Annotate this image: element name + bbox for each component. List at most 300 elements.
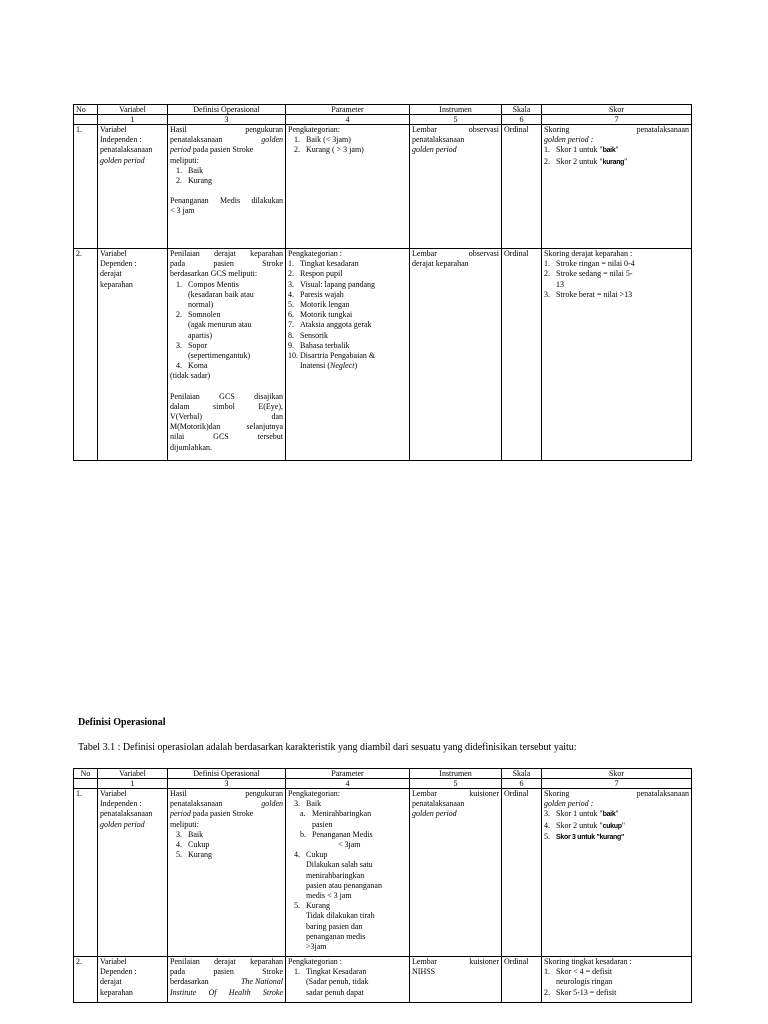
list-number: 5. (288, 300, 294, 310)
column-number: 6 (502, 779, 542, 789)
score-line: Skoring tingkat kesadaran : (544, 957, 632, 966)
list-text: Baik (306, 799, 322, 809)
definition-text: period (170, 809, 191, 819)
list-item (288, 280, 407, 290)
variable-line: Variabel (100, 249, 127, 258)
list-number: 4. (176, 840, 182, 850)
list-item (176, 331, 283, 341)
list-item (294, 799, 407, 809)
definition-text: golden (261, 135, 283, 145)
definition-text: The National (240, 977, 283, 987)
list-text: Bahasa terbalik (300, 340, 350, 350)
list-number: 8. (288, 330, 294, 340)
header-parameter: Parameter (286, 769, 410, 779)
instrument-line: Lembar observasi (412, 249, 499, 258)
table-header-row (74, 769, 692, 779)
list-number (176, 351, 188, 361)
list-text: Cukup (188, 840, 210, 850)
definition-text: berdasarkan (170, 977, 209, 987)
parameter-cell (286, 249, 410, 461)
definition-cell (168, 125, 286, 249)
list-text (556, 821, 689, 832)
score-list (544, 145, 689, 167)
list-item (288, 320, 407, 330)
list-item (176, 320, 283, 330)
list-number (544, 280, 556, 290)
parameter-list (288, 135, 407, 155)
parameter-list (288, 967, 407, 998)
list-number: 3. (176, 829, 182, 839)
list-item (544, 832, 689, 843)
list-text: 13 (556, 279, 564, 289)
list-text (306, 967, 407, 998)
list-number: 4. (294, 850, 300, 860)
definition-list (170, 830, 283, 861)
instrument-line: Lembar kuisioner (412, 957, 499, 966)
list-text-line: sadar penuh dapat (306, 987, 364, 997)
scale-cell: Ordinal (502, 789, 542, 957)
list-text-part: " (615, 145, 619, 155)
column-number: 1 (98, 115, 168, 125)
column-number: 3 (168, 115, 286, 125)
score-list (544, 967, 689, 998)
list-text: Sensorik (300, 330, 328, 340)
header-parameter: Parameter (286, 105, 410, 115)
row-number: 2. (74, 957, 98, 1003)
list-item (544, 988, 689, 998)
list-number: 5. (176, 850, 182, 860)
list-text: Compos Mentis (188, 279, 239, 289)
score-cell (542, 249, 692, 461)
list-number: 1. (176, 279, 182, 289)
list-text-part: kurang (602, 158, 625, 166)
instrument-cell (410, 125, 502, 249)
header-no: No (74, 105, 98, 115)
variable-line: keparahan (100, 279, 133, 289)
operational-definition-table-2 (73, 768, 692, 1003)
list-item (294, 145, 407, 155)
list-text (312, 830, 407, 850)
list-item (544, 809, 689, 820)
list-item (176, 176, 283, 186)
list-text (306, 901, 407, 952)
list-number: 1. (544, 967, 550, 977)
list-text: Skor 5-13 = defisit (556, 987, 617, 997)
list-item (176, 310, 283, 320)
variable-line: penatalaksanaan (100, 809, 153, 819)
variable-cell (98, 125, 168, 249)
list-item (288, 341, 407, 351)
list-text: Disartria Pengabaian & (300, 351, 376, 361)
list-text-part: " (621, 820, 625, 830)
scale-cell: Ordinal (502, 957, 542, 1003)
header-instrumen: Instrumen (410, 769, 502, 779)
column-number: 6 (502, 115, 542, 125)
list-text-line: Kurang (306, 901, 330, 911)
column-number: 5 (410, 779, 502, 789)
variable-line: Dependen : (100, 259, 137, 269)
definition-list (170, 280, 283, 372)
list-letter: b. (300, 829, 306, 839)
list-text-line: penanganan medis (306, 931, 366, 941)
list-text-line: Tingkat Kesadaran (306, 967, 367, 977)
parameter-list (288, 799, 407, 809)
list-text (556, 157, 689, 168)
list-item (294, 967, 407, 998)
definition-text: pada pasien Stroke (192, 809, 254, 819)
list-letter: a. (300, 809, 306, 819)
definition-text: pada pasien Stroke (192, 145, 254, 155)
list-number: 5. (294, 901, 300, 911)
list-number: 2. (176, 310, 182, 320)
list-text: normal) (188, 300, 214, 310)
list-text: Ataksia anggota gerak (300, 320, 372, 330)
list-text-line: medis < 3 jam (306, 891, 352, 901)
list-text-part: cukup (602, 822, 622, 830)
list-text-line: >3jam (306, 942, 327, 952)
list-text: Stroke ringan = nilai 0-4 (556, 259, 635, 269)
variable-line: golden period (100, 155, 145, 165)
header-skala: Skala (502, 105, 542, 115)
list-item (288, 269, 407, 279)
list-text-line: Cukup (306, 850, 328, 860)
parameter-text: Inatensi ( (300, 361, 330, 371)
list-item (300, 830, 407, 850)
list-text: Kurang (188, 176, 212, 186)
column-number: 1 (98, 779, 168, 789)
list-number: 6. (288, 310, 294, 320)
instrument-line: golden period (412, 145, 457, 155)
definition-line: pada pasien Stroke (170, 259, 283, 269)
definition-line: Hasil pengukuran (170, 789, 283, 798)
definition-line: Penilaian derajat keparahan (170, 249, 283, 258)
list-item (288, 300, 407, 310)
list-text: Somnolen (188, 310, 221, 320)
list-text: Tingkat kesadaran (300, 259, 359, 269)
definition-text: penatalaksanaan (170, 135, 223, 145)
list-text: Baik (188, 829, 204, 839)
list-number: 2. (176, 176, 182, 186)
list-text-part: " (624, 156, 628, 166)
list-item (544, 145, 689, 156)
definition-line (170, 799, 283, 809)
list-text: Stroke sedang = nilai 5- (556, 269, 633, 279)
definition-line: Penilaian GCS disajikan (170, 391, 283, 401)
list-number: 4. (176, 361, 182, 371)
list-item (176, 290, 283, 300)
header-skor: Skor (542, 769, 692, 779)
list-number: 1. (288, 259, 294, 269)
definition-line (170, 977, 283, 987)
list-number: 2. (294, 145, 300, 155)
parameter-list (288, 259, 407, 361)
header-variabel: Variabel (98, 105, 168, 115)
variable-cell (98, 957, 168, 1003)
list-text: Kurang ( > 3 jam) (306, 145, 364, 155)
list-text-line: Dilakukan salah satu (306, 860, 373, 870)
list-text (556, 145, 689, 156)
list-item (176, 341, 283, 351)
instrument-cell (410, 957, 502, 1003)
definition-text: period (170, 145, 191, 155)
list-number: 10. (288, 351, 298, 361)
list-number: 4. (288, 289, 294, 299)
parameter-text: Neglect (330, 361, 355, 371)
header-instrumen: Instrumen (410, 105, 502, 115)
list-number: 5. (544, 831, 550, 841)
parameter-title: Pengkategorian: (288, 789, 340, 798)
list-number: 1. (544, 145, 550, 155)
column-number (74, 115, 98, 125)
list-item (544, 821, 689, 832)
column-number: 3 (168, 779, 286, 789)
variable-line: derajat (100, 977, 122, 987)
list-item (544, 967, 689, 977)
list-text: (kesadaran baik atau (188, 289, 254, 299)
list-item (176, 830, 283, 840)
list-number: 4. (544, 820, 550, 830)
score-line: Skoring derajat keparahan : (544, 249, 633, 258)
parameter-cell (286, 957, 410, 1003)
operational-definition-table-1 (73, 104, 692, 461)
scale-cell: Ordinal (502, 125, 542, 249)
table-row (74, 125, 692, 249)
variable-line: Independen : (100, 799, 142, 809)
definition-cell (168, 249, 286, 461)
list-text: Respon pupil (300, 269, 343, 279)
definition-line: < 3 jam (170, 206, 195, 216)
column-number: 7 (542, 115, 692, 125)
parameter-title: Pengkategorian : (288, 249, 342, 258)
column-number (74, 779, 98, 789)
list-item (544, 259, 689, 269)
list-item (288, 290, 407, 300)
score-list (544, 259, 689, 300)
variable-line: Independen : (100, 135, 142, 145)
list-text: Sopor (188, 340, 208, 350)
column-number: 4 (286, 115, 410, 125)
list-text: (sepertimengantuk) (188, 351, 251, 361)
definition-line: Hasil pengukuran (170, 125, 283, 134)
table-caption: Tabel 3.1 : Definisi operasiolan adalah berdasarkan karakteristik yang diambil dari sesuatu yang didefinisikan tersebut yaitu: (78, 742, 577, 753)
list-text-part: Skor 1 untuk " (556, 145, 603, 155)
list-text-part: baik (602, 147, 616, 155)
list-text-line: Penanganan Medis (312, 829, 373, 839)
score-line: golden period : (544, 799, 594, 809)
list-item (176, 361, 283, 371)
instrument-cell (410, 249, 502, 461)
instrument-line: Lembar observasi (412, 125, 499, 134)
definition-list (170, 166, 283, 186)
list-number (176, 320, 188, 330)
score-line: golden period : (544, 135, 594, 145)
parameter-list (288, 850, 407, 952)
score-cell (542, 957, 692, 1003)
list-item (176, 300, 283, 310)
list-text: (agak menurun atau (188, 320, 252, 330)
definition-line: Penanganan Medis dilakukan (170, 196, 283, 206)
definition-line: dalam simbol E(Eye), (170, 401, 283, 411)
list-text-part: Skor 2 untuk " (556, 156, 603, 166)
definition-line: (tidak sadar) (170, 371, 211, 381)
list-number: 9. (288, 340, 294, 350)
list-text-part: " (615, 809, 619, 819)
definition-cell (168, 789, 286, 957)
table-row (74, 957, 692, 1003)
list-text: Motorik lengan (300, 300, 350, 310)
list-number (176, 331, 188, 341)
parameter-cell (286, 125, 410, 249)
header-skala: Skala (502, 769, 542, 779)
variable-line: keparahan (100, 987, 133, 997)
list-number: 1. (294, 135, 300, 145)
definition-text: penatalaksanaan (170, 799, 223, 809)
list-text: Motorik tungkai (300, 310, 353, 320)
list-text-part: Skor 3 untuk "kurang" (556, 833, 625, 841)
list-text-part: Skor 2 untuk " (556, 820, 603, 830)
list-number (176, 300, 188, 310)
header-definisi: Definisi Operasional (168, 105, 286, 115)
list-number: 2. (288, 269, 294, 279)
parameter-text: ) (354, 361, 358, 371)
list-text: apartis) (188, 330, 212, 340)
header-variabel: Variabel (98, 769, 168, 779)
list-text: Stroke berat = nilai >13 (556, 289, 633, 299)
header-skor: Skor (542, 105, 692, 115)
section-heading: Definisi Operasional (78, 717, 166, 728)
table-row (74, 789, 692, 957)
list-text: Baik (188, 165, 204, 175)
list-item (288, 331, 407, 341)
list-item (294, 901, 407, 952)
list-text-line: Menirahbaringkan (312, 809, 372, 819)
definition-line: Institute Of Health Stroke (170, 987, 283, 997)
list-item (288, 310, 407, 320)
list-item (176, 280, 283, 290)
variable-line: golden period (100, 819, 145, 829)
list-item (176, 850, 283, 860)
parameter-title: Pengkategorian : (288, 957, 342, 966)
definition-line (170, 809, 283, 819)
variable-line: Variabel (100, 125, 127, 134)
list-item (294, 850, 407, 901)
score-line: Skoring penatalaksanaan (544, 789, 689, 798)
list-text-line: baring pasien dan (306, 921, 363, 931)
column-number: 5 (410, 115, 502, 125)
list-number: 3. (176, 340, 182, 350)
variable-line: penatalaksanaan (100, 145, 153, 155)
column-number-row (74, 115, 692, 125)
list-number: 3. (288, 279, 294, 289)
definition-cell (168, 957, 286, 1003)
list-text: Kurang (188, 850, 212, 860)
definition-line: meliputi: (170, 155, 199, 165)
scale-cell: Ordinal (502, 249, 542, 461)
definition-line: V(Verbal) dan (170, 412, 283, 422)
list-number: 3. (544, 809, 550, 819)
list-item (300, 809, 407, 829)
parameter-cell (286, 789, 410, 957)
score-cell (542, 125, 692, 249)
table-row (74, 249, 692, 461)
list-item (544, 290, 689, 300)
instrument-line: derajat keparahan (412, 259, 469, 269)
variable-line: Dependen : (100, 967, 137, 977)
header-definisi: Definisi Operasional (168, 769, 286, 779)
list-text (556, 832, 689, 843)
list-item (544, 269, 689, 279)
list-number (176, 290, 188, 300)
column-number: 4 (286, 779, 410, 789)
definition-line: meliputi: (170, 819, 199, 829)
list-text (556, 809, 689, 820)
list-text: Baik (< 3jam) (306, 135, 351, 145)
definition-line: berdasarkan GCS meliputi: (170, 269, 258, 279)
list-item (544, 977, 689, 987)
instrument-line: NIHSS (412, 967, 436, 977)
list-text-line: Tidak dilakukan tirah (306, 911, 375, 921)
list-number: 1. (294, 967, 300, 977)
row-number: 1. (74, 789, 98, 957)
instrument-line: golden period (412, 809, 457, 819)
definition-line (170, 145, 283, 155)
list-text-line: < 3jam (338, 840, 361, 850)
score-list (544, 809, 689, 843)
parameter-line (288, 361, 407, 371)
list-text: Skor < 4 = defisit (556, 967, 613, 977)
instrument-line: Lembar kuisioner (412, 789, 499, 798)
list-item (176, 840, 283, 850)
list-item (294, 135, 407, 145)
definition-line (170, 135, 283, 145)
definition-line: Penilaian derajat keparahan (170, 957, 283, 966)
list-number: 2. (544, 156, 550, 166)
instrument-line: penatalaksanaan (412, 135, 465, 145)
variable-line: Variabel (100, 957, 127, 966)
variable-cell (98, 249, 168, 461)
list-number: 1. (176, 165, 182, 175)
parameter-sublist (288, 809, 407, 850)
list-text-line: pasien atau penanganan (306, 880, 382, 890)
list-text-line: menirahbaringkan (306, 870, 365, 880)
definition-text: golden (261, 799, 283, 809)
score-cell (542, 789, 692, 957)
list-text (306, 850, 407, 901)
list-item (176, 351, 283, 361)
parameter-title: Pengkategorian: (288, 125, 340, 134)
list-item (176, 166, 283, 176)
variable-cell (98, 789, 168, 957)
definition-line: M(Motorik)dan selanjutnya (170, 422, 283, 432)
instrument-line: penatalaksanaan (412, 799, 465, 809)
column-number: 7 (542, 779, 692, 789)
list-text-part: Skor 1 untuk " (556, 809, 603, 819)
column-number-row (74, 779, 692, 789)
instrument-cell (410, 789, 502, 957)
list-text-part: baik (602, 811, 616, 819)
list-item (288, 259, 407, 269)
definition-line: nilai GCS tersebut (170, 432, 283, 442)
list-number (544, 977, 556, 987)
list-number: 3. (544, 289, 550, 299)
list-text (312, 809, 407, 829)
list-number: 2. (544, 269, 550, 279)
list-number: 2. (544, 987, 550, 997)
list-item (544, 157, 689, 168)
variable-line: derajat (100, 269, 122, 279)
list-item (544, 280, 689, 290)
score-line: Skoring penatalaksanaan (544, 125, 689, 134)
